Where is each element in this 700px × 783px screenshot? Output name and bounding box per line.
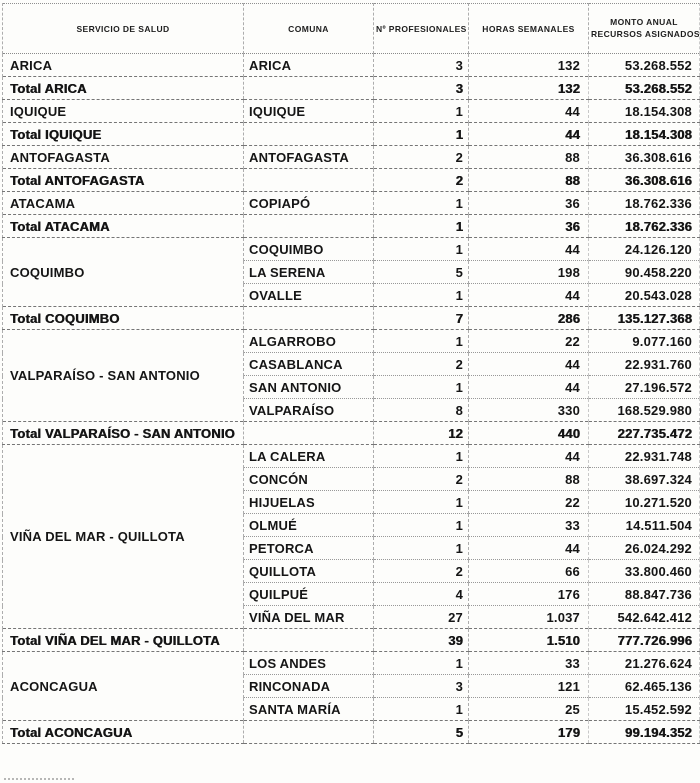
comuna-cell: LA CALERA — [244, 445, 374, 468]
horas-cell: 25 — [469, 698, 589, 721]
profesionales-cell: 1 — [374, 514, 469, 537]
service-cell: ATACAMA — [3, 192, 244, 215]
total-horas-cell: 36 — [469, 215, 589, 238]
profesionales-cell: 27 — [374, 606, 469, 629]
comuna-row — [3, 54, 700, 77]
horas-cell: 121 — [469, 675, 589, 698]
comuna-cell-empty — [244, 215, 374, 238]
total-row — [3, 77, 700, 100]
comuna-cell: OLMUÉ — [244, 514, 374, 537]
total-profesionales-cell: 12 — [374, 422, 469, 445]
comuna-cell: CONCÓN — [244, 468, 374, 491]
total-monto-cell: 36.308.616 — [589, 169, 700, 192]
comuna-cell-empty — [244, 307, 374, 330]
comuna-cell: RINCONADA — [244, 675, 374, 698]
monto-cell: 22.931.760 — [589, 353, 700, 376]
horas-cell: 33 — [469, 514, 589, 537]
comuna-cell: QUILLOTA — [244, 560, 374, 583]
header-monto-line1: MONTO ANUAL — [610, 17, 678, 28]
horas-cell: 44 — [469, 284, 589, 307]
monto-cell: 21.276.624 — [589, 652, 700, 675]
monto-cell: 36.308.616 — [589, 146, 700, 169]
total-label-cell: Total ACONCAGUA — [3, 721, 244, 744]
profesionales-cell: 1 — [374, 284, 469, 307]
total-label-cell: Total VALPARAÍSO - SAN ANTONIO — [3, 422, 244, 445]
total-row — [3, 169, 700, 192]
total-horas-cell: 88 — [469, 169, 589, 192]
comuna-row — [3, 100, 700, 123]
service-cell: COQUIMBO — [3, 238, 244, 307]
horas-cell: 132 — [469, 54, 589, 77]
monto-cell: 20.543.028 — [589, 284, 700, 307]
profesionales-cell: 1 — [374, 238, 469, 261]
header-comuna: COMUNA — [244, 4, 374, 54]
comuna-cell: SANTA MARÍA — [244, 698, 374, 721]
comuna-row — [3, 192, 700, 215]
monto-cell: 18.762.336 — [589, 192, 700, 215]
monto-cell: 14.511.504 — [589, 514, 700, 537]
monto-cell: 62.465.136 — [589, 675, 700, 698]
total-monto-cell: 53.268.552 — [589, 77, 700, 100]
profesionales-cell: 3 — [374, 675, 469, 698]
profesionales-cell: 4 — [374, 583, 469, 606]
comuna-cell: COQUIMBO — [244, 238, 374, 261]
total-monto-cell: 18.762.336 — [589, 215, 700, 238]
total-horas-cell: 44 — [469, 123, 589, 146]
profesionales-cell: 1 — [374, 491, 469, 514]
scan-artifact — [4, 778, 74, 780]
monto-cell: 10.271.520 — [589, 491, 700, 514]
comuna-cell: SAN ANTONIO — [244, 376, 374, 399]
comuna-cell: OVALLE — [244, 284, 374, 307]
comuna-cell: VIÑA DEL MAR — [244, 606, 374, 629]
monto-cell: 9.077.160 — [589, 330, 700, 353]
comuna-cell: VALPARAÍSO — [244, 399, 374, 422]
horas-cell: 1.037 — [469, 606, 589, 629]
horas-cell: 88 — [469, 468, 589, 491]
profesionales-cell: 1 — [374, 652, 469, 675]
comuna-cell: IQUIQUE — [244, 100, 374, 123]
total-monto-cell: 99.194.352 — [589, 721, 700, 744]
comuna-cell-empty — [244, 721, 374, 744]
profesionales-cell: 1 — [374, 100, 469, 123]
comuna-cell: ARICA — [244, 54, 374, 77]
horas-cell: 36 — [469, 192, 589, 215]
total-horas-cell: 286 — [469, 307, 589, 330]
monto-cell: 22.931.748 — [589, 445, 700, 468]
total-profesionales-cell: 7 — [374, 307, 469, 330]
monto-cell: 53.268.552 — [589, 54, 700, 77]
horas-cell: 44 — [469, 376, 589, 399]
monto-cell: 38.697.324 — [589, 468, 700, 491]
profesionales-cell: 1 — [374, 192, 469, 215]
comuna-cell: PETORCA — [244, 537, 374, 560]
service-cell: ANTOFAGASTA — [3, 146, 244, 169]
monto-cell: 24.126.120 — [589, 238, 700, 261]
total-profesionales-cell: 1 — [374, 123, 469, 146]
horas-cell: 88 — [469, 146, 589, 169]
total-monto-cell: 18.154.308 — [589, 123, 700, 146]
monto-cell: 15.452.592 — [589, 698, 700, 721]
comuna-cell-empty — [244, 422, 374, 445]
comuna-cell: ANTOFAGASTA — [244, 146, 374, 169]
total-profesionales-cell: 5 — [374, 721, 469, 744]
comuna-row — [3, 238, 700, 261]
comuna-row — [3, 445, 700, 468]
service-cell: IQUIQUE — [3, 100, 244, 123]
header-monto-anual — [589, 4, 700, 54]
service-cell: VALPARAÍSO - SAN ANTONIO — [3, 330, 244, 422]
profesionales-cell: 1 — [374, 537, 469, 560]
monto-cell: 26.024.292 — [589, 537, 700, 560]
horas-cell: 22 — [469, 491, 589, 514]
profesionales-cell: 1 — [374, 330, 469, 353]
horas-cell: 44 — [469, 445, 589, 468]
horas-cell: 44 — [469, 100, 589, 123]
horas-cell: 330 — [469, 399, 589, 422]
total-row — [3, 123, 700, 146]
profesionales-cell: 2 — [374, 146, 469, 169]
comuna-cell: CASABLANCA — [244, 353, 374, 376]
comuna-cell: ALGARROBO — [244, 330, 374, 353]
comuna-cell-empty — [244, 123, 374, 146]
header-monto-line2: RECURSOS ASIGNADOS — [591, 28, 700, 39]
total-monto-cell: 227.735.472 — [589, 422, 700, 445]
total-label-cell: Total ATACAMA — [3, 215, 244, 238]
total-row — [3, 307, 700, 330]
comuna-row — [3, 652, 700, 675]
comuna-cell: HIJUELAS — [244, 491, 374, 514]
total-label-cell: Total ARICA — [3, 77, 244, 100]
total-horas-cell: 132 — [469, 77, 589, 100]
total-row — [3, 215, 700, 238]
total-row — [3, 629, 700, 652]
total-row — [3, 721, 700, 744]
resource-allocation-table — [2, 3, 700, 744]
profesionales-cell: 3 — [374, 54, 469, 77]
total-horas-cell: 179 — [469, 721, 589, 744]
horas-cell: 44 — [469, 238, 589, 261]
total-label-cell: Total IQUIQUE — [3, 123, 244, 146]
total-row — [3, 422, 700, 445]
profesionales-cell: 2 — [374, 353, 469, 376]
monto-cell: 33.800.460 — [589, 560, 700, 583]
comuna-row — [3, 146, 700, 169]
total-horas-cell: 440 — [469, 422, 589, 445]
service-cell: VIÑA DEL MAR - QUILLOTA — [3, 445, 244, 629]
total-label-cell: Total COQUIMBO — [3, 307, 244, 330]
table-header — [3, 4, 700, 54]
profesionales-cell: 1 — [374, 698, 469, 721]
monto-cell: 18.154.308 — [589, 100, 700, 123]
header-servicio-de-salud: SERVICIO DE SALUD — [3, 4, 244, 54]
total-horas-cell: 1.510 — [469, 629, 589, 652]
comuna-cell: QUILPUÉ — [244, 583, 374, 606]
total-profesionales-cell: 2 — [374, 169, 469, 192]
header-row — [3, 4, 700, 54]
total-monto-cell: 777.726.996 — [589, 629, 700, 652]
comuna-cell-empty — [244, 169, 374, 192]
comuna-cell: LOS ANDES — [244, 652, 374, 675]
monto-cell: 168.529.980 — [589, 399, 700, 422]
profesionales-cell: 5 — [374, 261, 469, 284]
table-body — [3, 54, 700, 744]
total-monto-cell: 135.127.368 — [589, 307, 700, 330]
total-profesionales-cell: 3 — [374, 77, 469, 100]
total-label-cell: Total ANTOFAGASTA — [3, 169, 244, 192]
service-cell: ARICA — [3, 54, 244, 77]
header-n-profesionales: Nº PROFESIONALES — [374, 4, 469, 54]
horas-cell: 22 — [469, 330, 589, 353]
total-profesionales-cell: 39 — [374, 629, 469, 652]
comuna-cell: COPIAPÓ — [244, 192, 374, 215]
profesionales-cell: 1 — [374, 376, 469, 399]
profesionales-cell: 1 — [374, 445, 469, 468]
monto-cell: 90.458.220 — [589, 261, 700, 284]
comuna-cell-empty — [244, 629, 374, 652]
monto-cell: 88.847.736 — [589, 583, 700, 606]
horas-cell: 44 — [469, 353, 589, 376]
horas-cell: 44 — [469, 537, 589, 560]
comuna-cell-empty — [244, 77, 374, 100]
profesionales-cell: 2 — [374, 560, 469, 583]
profesionales-cell: 2 — [374, 468, 469, 491]
monto-cell: 542.642.412 — [589, 606, 700, 629]
monto-cell: 27.196.572 — [589, 376, 700, 399]
comuna-cell: LA SERENA — [244, 261, 374, 284]
horas-cell: 198 — [469, 261, 589, 284]
total-profesionales-cell: 1 — [374, 215, 469, 238]
header-horas-semanales: HORAS SEMANALES — [469, 4, 589, 54]
horas-cell: 33 — [469, 652, 589, 675]
profesionales-cell: 8 — [374, 399, 469, 422]
service-cell: ACONCAGUA — [3, 652, 244, 721]
horas-cell: 176 — [469, 583, 589, 606]
horas-cell: 66 — [469, 560, 589, 583]
comuna-row — [3, 330, 700, 353]
total-label-cell: Total VIÑA DEL MAR - QUILLOTA — [3, 629, 244, 652]
